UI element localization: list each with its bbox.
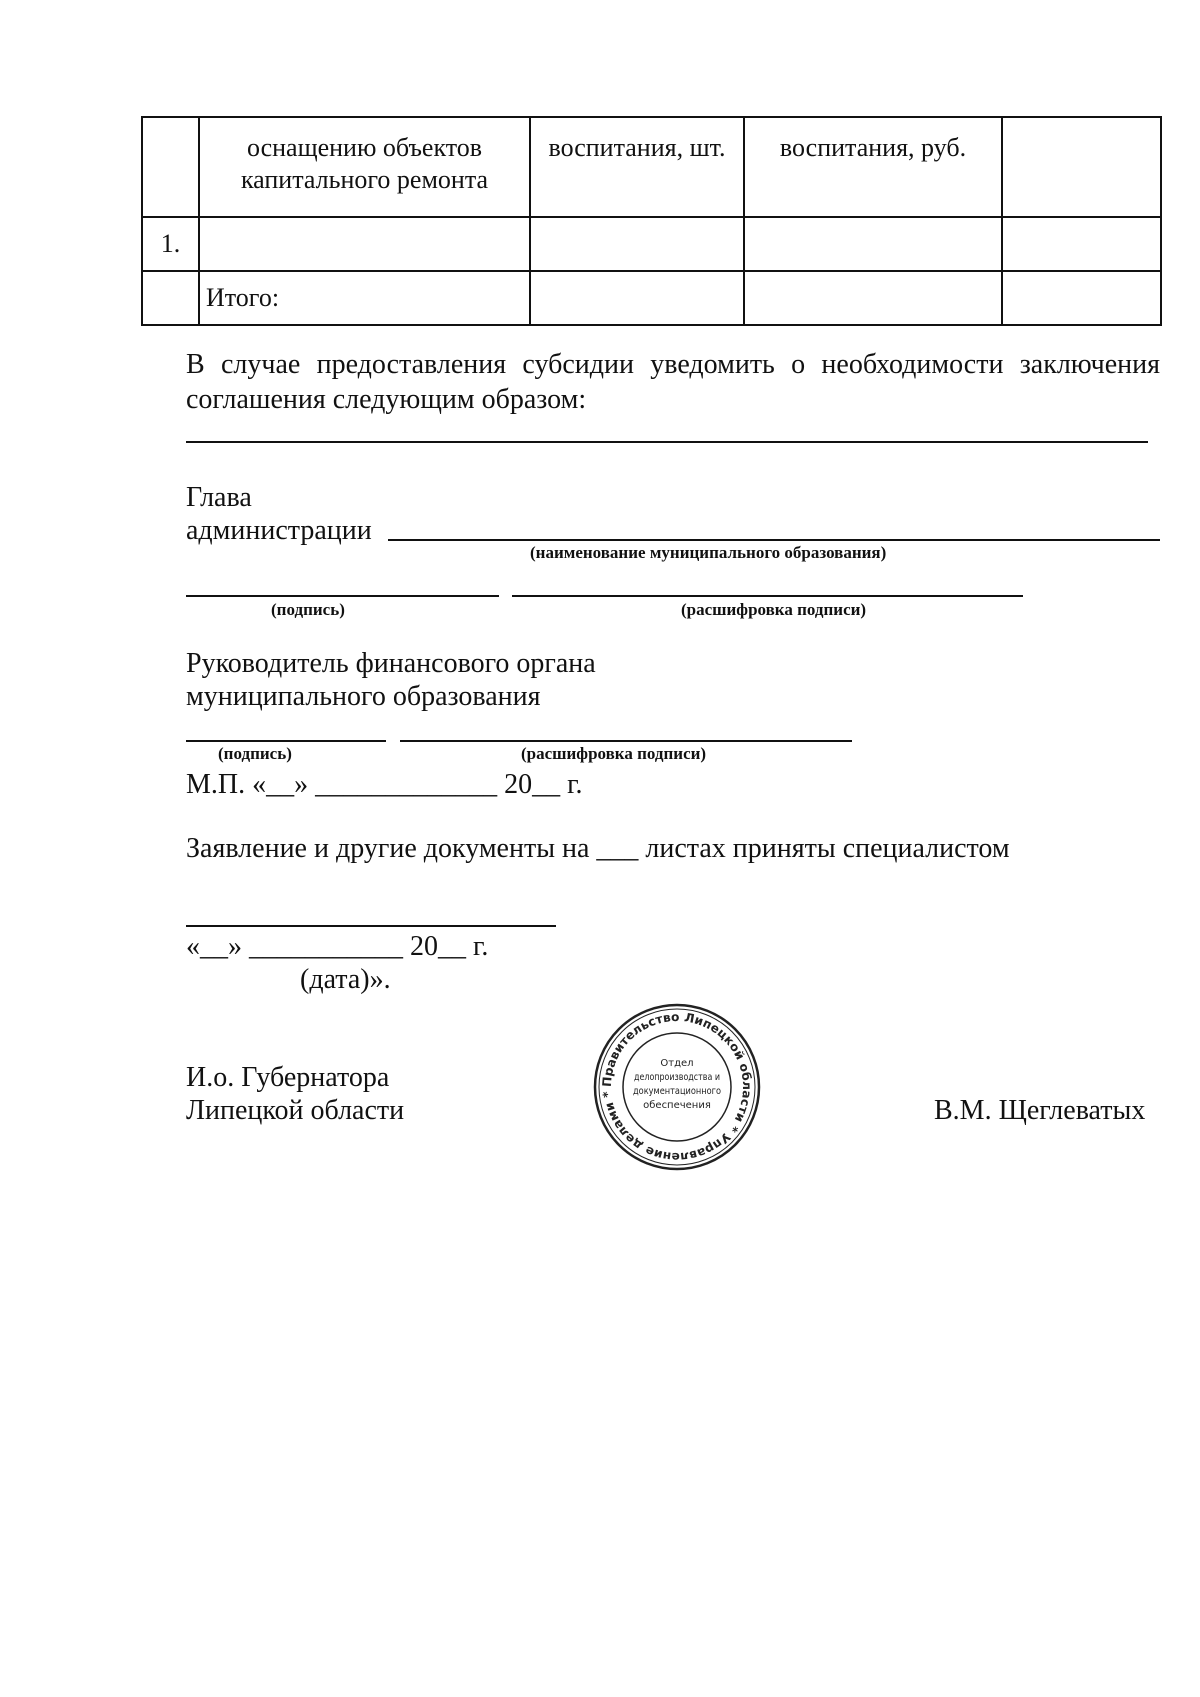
stamp-seal-icon: [592, 1002, 762, 1172]
signatory-position-line-2: Липецкой области: [186, 1095, 405, 1126]
stamp-center-line-2: делопроизводства и: [634, 1072, 720, 1083]
finance-decoding-line: [400, 740, 852, 742]
municipality-caption: (наименование муниципального образования): [530, 543, 887, 562]
table-header-row: [142, 117, 1161, 217]
finance-signature-line: [186, 740, 386, 742]
table-cell: 1.: [142, 217, 199, 271]
head-title-line-1: Глава: [186, 482, 252, 513]
acceptance-text: Заявление и другие документы на ___ листах приняты специалистом: [186, 833, 1010, 864]
table-cell: [530, 217, 744, 271]
specialist-line: [186, 925, 556, 927]
table-cell: оснащению объектов капитального ремонта: [199, 117, 530, 217]
notice-line-2: соглашения следующим образом:: [186, 384, 587, 415]
signatory-position-line-1: И.о. Губернатора: [186, 1062, 390, 1093]
table-cell: [744, 217, 1002, 271]
table-cell: воспитания, шт.: [530, 117, 744, 217]
table-cell: [744, 271, 1002, 325]
table-cell: [1002, 271, 1161, 325]
table-row: [142, 271, 1161, 325]
stamp-center-line-3: документационного: [633, 1086, 722, 1097]
head-title-line-2: администрации: [186, 515, 372, 546]
table-cell: [1002, 117, 1161, 217]
table-cell-total: Итого:: [199, 271, 530, 325]
stamp-place-date-line: М.П. «__» _____________ 20__ г.: [186, 769, 583, 800]
finance-signature-caption: (подпись): [218, 744, 292, 763]
acceptance-date-line: «__» ___________ 20__ г.: [186, 931, 489, 962]
table-cell: воспитания, руб.: [744, 117, 1002, 217]
table-cell: [142, 117, 199, 217]
municipality-line: [388, 539, 1160, 541]
acceptance-date-caption: (дата)».: [300, 964, 391, 995]
table-cell: [199, 217, 530, 271]
finance-title-line-1: Руководитель финансового органа: [186, 648, 596, 679]
table-cell: [530, 271, 744, 325]
notice-line-1: В случае предоставления субсидии уведомить о необходимости заключения: [186, 349, 1160, 380]
finance-title-line-2: муниципального образования: [186, 681, 541, 712]
subsidy-table: [141, 116, 1162, 326]
head-signature-line: [186, 595, 499, 597]
finance-decoding-caption: (расшифровка подписи): [521, 744, 707, 763]
head-decoding-line: [512, 595, 1023, 597]
table-cell: [1002, 217, 1161, 271]
notice-blank-line: [186, 441, 1148, 443]
stamp-center-line-1: Отдел: [660, 1058, 694, 1069]
signatory-name: В.М. Щеглеватых: [934, 1095, 1146, 1126]
official-stamp: [592, 1002, 762, 1172]
stamp-outer-text: Правительство Липецкой области * Управление делами *: [599, 1009, 755, 1165]
head-signature-caption: (подпись): [271, 600, 345, 619]
head-decoding-caption: (расшифровка подписи): [681, 600, 867, 619]
table-row: [142, 217, 1161, 271]
table-cell: [142, 271, 199, 325]
stamp-center-line-4: обеспечения: [643, 1100, 711, 1111]
